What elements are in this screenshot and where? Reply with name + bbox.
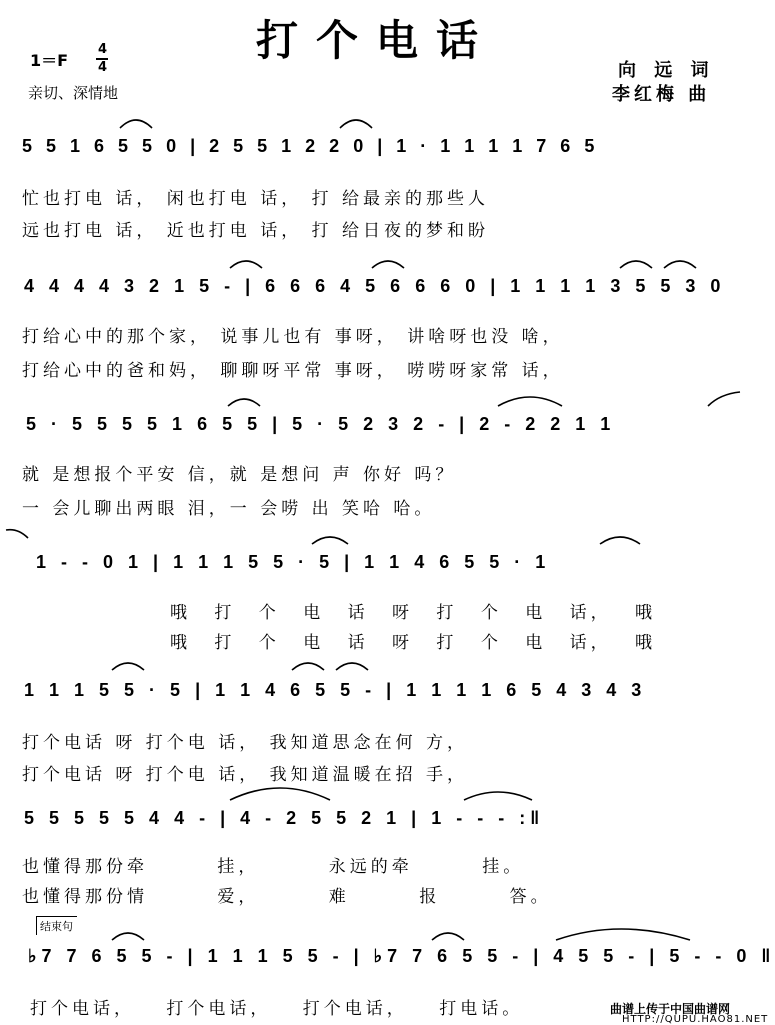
key-signature: 1＝F [30, 51, 69, 70]
time-signature-denominator: 4 [98, 60, 108, 75]
lyric-line-2: 打个电话 呀 打个电 话， 我知道温暖在招 手， [22, 765, 469, 785]
lyric-line-1: 打个电话 呀 打个电 话， 我知道思念在何 方， [22, 733, 469, 753]
lyric-line-1: 哦 打 个 电 话 呀 打 个 电 话， 哦 [170, 603, 657, 623]
notation-line: 1 - - 0 1 | 1 1 1 5 5 · 5 | 1 1 4 6 5 5 · 1 [36, 552, 551, 572]
notation-line: 1 1 1 5 5 · 5 | 1 1 4 6 5 5 - | 1 1 1 1 6 5 4 3 4 3 [24, 680, 647, 700]
lyric-line-2: 哦 打 个 电 话 呀 打 个 电 话， 哦 [170, 633, 657, 653]
lyric-line-2: 打给心中的爸和妈， 聊聊呀平常 事呀， 唠唠呀家常 话， [22, 361, 564, 381]
notation-line: 4 4 4 4 3 2 1 5 - | 6 6 6 4 5 6 6 6 0 | 1 1 1 1 3 5 5 3 0 [24, 276, 726, 296]
lyric-line-1: 也懂得那份牵 挂， 永远的牵 挂。 [22, 857, 525, 877]
lyric-line-2: 也懂得那份情 爱， 难 报 答。 [22, 887, 552, 907]
time-signature-numerator: 4 [98, 42, 108, 57]
lyric-line-2: 远也打电 话， 近也打电 话， 打 给日夜的梦和盼 [22, 221, 490, 241]
lyric-line-2: 一 会儿聊出两眼 泪，一 会唠 出 笑哈 哈。 [22, 499, 436, 519]
notation-line: 5 · 5 5 5 5 1 6 5 5 | 5 · 5 2 3 2 - | 2 - 2 2 1 1 [26, 414, 616, 434]
notation-line: 5 5 5 5 5 4 4 - | 4 - 2 5 5 2 1 | 1 - - - :‖ [24, 808, 545, 828]
lyric-line-1: 忙也打电 话， 闲也打电 话， 打 给最亲的那些人 [22, 189, 490, 209]
notation-line: 5 5 1 6 5 5 0 | 2 5 5 1 2 2 0 | 1 · 1 1 1 1 7 6 5 [22, 136, 600, 156]
lyric-line-1: 打给心中的那个家， 说事儿也有 事呀， 讲啥呀也没 啥， [22, 327, 564, 347]
ending-label: 结束句 [40, 920, 73, 933]
lyricist-credit: 向 远 词 [618, 60, 715, 81]
composer-credit: 李红梅 曲 [612, 84, 711, 105]
watermark-text: 曲谱上传于中国曲谱网 [610, 1002, 731, 1016]
watermark-url: HTTP://QUPU.HAO81.NET [622, 1014, 769, 1025]
lyric-line-1: 就 是想报个平安 信，就 是想问 声 你好 吗？ [22, 465, 457, 485]
page-title: 打个电话 [255, 16, 496, 65]
notation-line: ♭7 7 6 5 5 - | 1 1 1 5 5 - | ♭7 7 6 5 5 - | 4 5 5 - | 5 - - 0 ‖ [28, 946, 775, 966]
lyric-line-1: 打个电话， 打个电话， 打个电话， 打电话。 [30, 999, 524, 1019]
expression-mark: 亲切、深情地 [28, 84, 119, 102]
